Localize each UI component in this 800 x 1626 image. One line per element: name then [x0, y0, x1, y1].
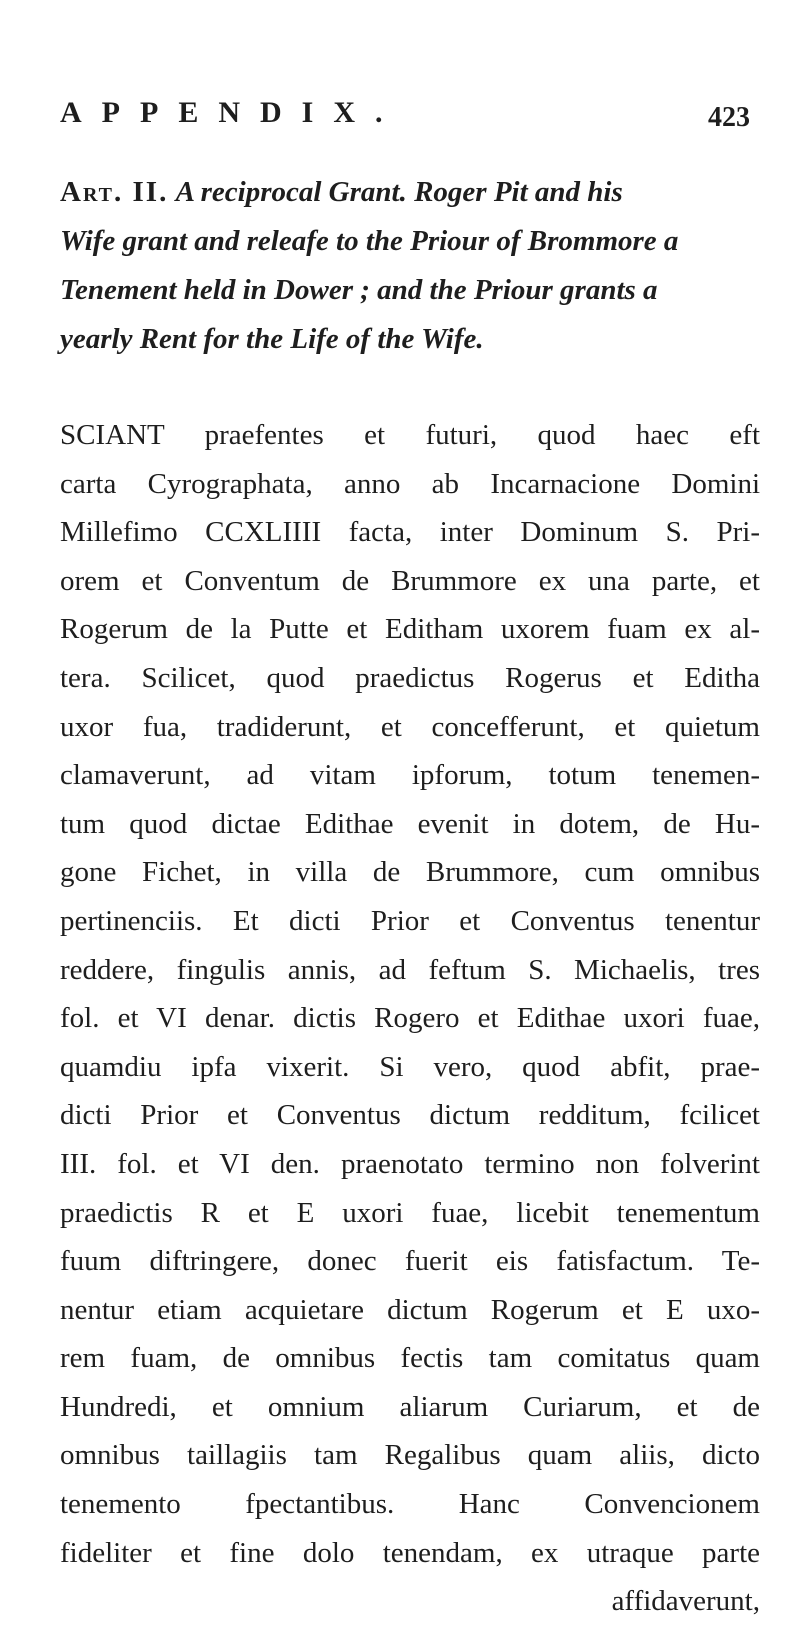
body-line: quamdiu ipfa vixerit. Si vero, quod abfit, prae- — [60, 1050, 760, 1083]
body-line: fol. et VI denar. dictis Rogero et Edithae uxori fuae, — [60, 1002, 760, 1035]
body-line: Hundredi, et omnium aliarum Curiarum, et de — [60, 1390, 760, 1423]
article-label: Art. II. — [60, 176, 169, 208]
body-line-catchword: affidaverunt, — [611, 1585, 760, 1618]
body-line: orem et Conventum de Brummore ex una parte, et — [60, 564, 760, 597]
body-line: tera. Scilicet, quod praedictus Rogerus et Editha — [60, 661, 760, 694]
body-line: praedictis R et E uxori fuae, licebit tenementum — [60, 1196, 760, 1229]
charter-text — [60, 411, 760, 1626]
body-line: carta Cyrographata, anno ab Incarnacione Domini — [60, 467, 760, 500]
running-head — [60, 96, 800, 146]
body-line: pertinenciis. Et dicti Prior et Conventus tenentur — [60, 904, 760, 937]
body-line: gone Fichet, in villa de Brummore, cum omnibus — [60, 856, 760, 889]
body-line: III. fol. et VI den. praenotato termino non folverint — [60, 1147, 760, 1180]
heading-line-3: Tenement held in Dower ; and the Priour grants a — [60, 274, 658, 306]
body-line: tenemento fpectantibus. Hanc Convencionem — [60, 1488, 760, 1521]
article-heading — [60, 168, 760, 364]
body-line: tum quod dictae Edithae evenit in dotem, de Hu- — [60, 807, 760, 840]
body-line: nentur etiam acquietare dictum Rogerum et E uxo- — [60, 1293, 760, 1326]
body-line: fideliter et fine dolo tenendam, ex utraque parte — [60, 1536, 760, 1569]
body-line: dicti Prior et Conventus dictum redditum, fcilicet — [60, 1099, 760, 1132]
running-title: APPENDIX. — [60, 96, 403, 129]
body-line: Millefimo CCXLIIII facta, inter Dominum S. Pri- — [60, 516, 760, 549]
body-line: SCIANT praefentes et futuri, quod haec eft — [60, 419, 760, 451]
heading-line-1-text: A reciprocal Grant. Roger Pit and his — [175, 176, 623, 208]
body-line: fuum diftringere, donec fuerit eis fatisfactum. Te- — [60, 1245, 760, 1278]
heading-line-1 — [60, 168, 760, 217]
body-line: uxor fua, tradiderunt, et concefferunt, et quietum — [60, 710, 760, 743]
body-line: rem fuam, de omnibus fectis tam comitatus quam — [60, 1342, 760, 1375]
body-line: Rogerum de la Putte et Editham uxorem fuam ex al- — [60, 613, 760, 646]
body-line: clamaverunt, ad vitam ipforum, totum tenemen- — [60, 759, 760, 792]
heading-line-4: yearly Rent for the Life of the Wife. — [60, 323, 484, 355]
heading-line-2: Wife grant and releafe to the Priour of Brommore a — [60, 225, 679, 257]
page-number: 423 — [708, 102, 750, 133]
body-line: reddere, fingulis annis, ad feftum S. Michaelis, tres — [60, 953, 760, 986]
body-line: omnibus taillagiis tam Regalibus quam aliis, dicto — [60, 1439, 760, 1472]
